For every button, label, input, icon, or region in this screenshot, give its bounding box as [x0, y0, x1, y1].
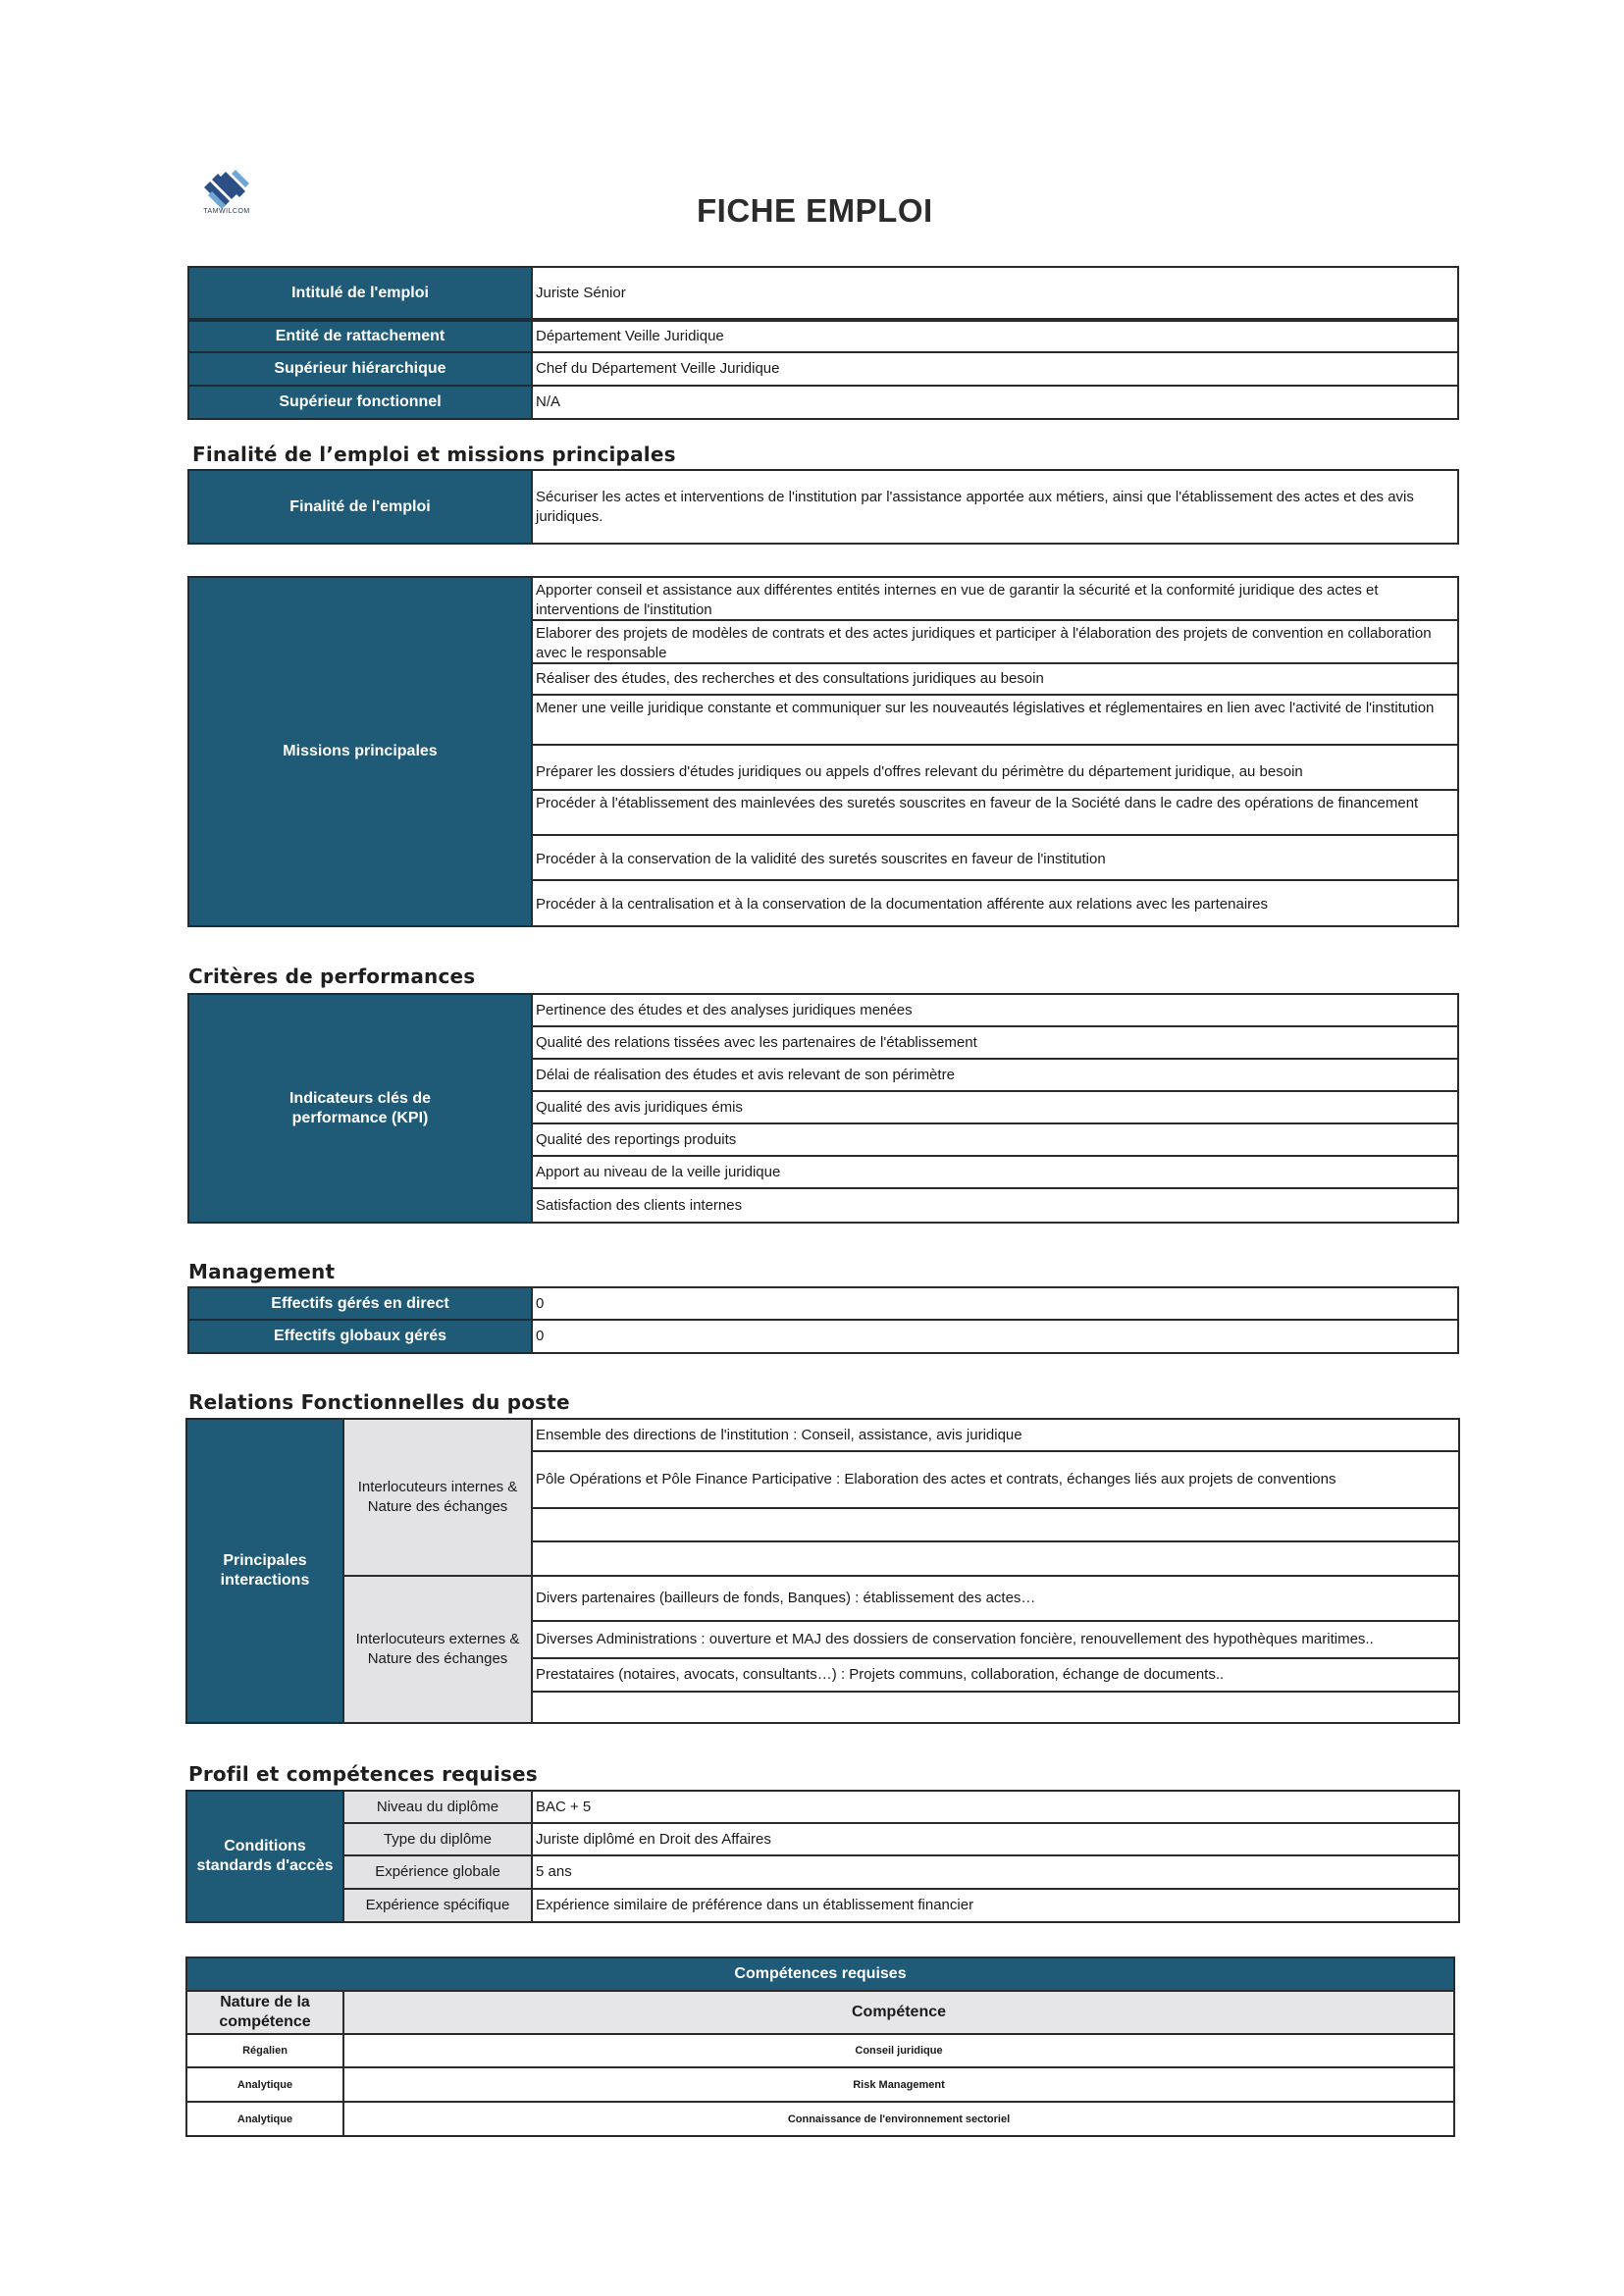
- section-title-finalite: Finalité de l’emploi et missions principales: [192, 443, 676, 466]
- label-experience-globale: Expérience globale: [342, 1854, 533, 1890]
- competences-title: Compétences requises: [185, 1957, 1455, 1992]
- value-type-diplome: Juriste diplômé en Droit des Affaires: [531, 1822, 1460, 1856]
- kpi-item: Délai de réalisation des études et avis relevant de son périmètre: [531, 1058, 1459, 1092]
- mission-item: Procéder à la centralisation et à la conservation de la documentation afférente aux relations avec les partenaires: [531, 879, 1459, 927]
- value-niveau-diplome: BAC + 5: [531, 1790, 1460, 1824]
- value-intitule: Juriste Sénior: [531, 266, 1459, 320]
- external-item: Divers partenaires (bailleurs de fonds, Banques) : établissement des actes…: [531, 1575, 1460, 1622]
- competence-nature: Régalien: [185, 2033, 344, 2068]
- mission-item: Réaliser des études, des recherches et des consultations juridiques au besoin: [531, 662, 1459, 696]
- kpi-item: Apport au niveau de la veille juridique: [531, 1155, 1459, 1189]
- label-experience-specifique: Expérience spécifique: [342, 1888, 533, 1923]
- competence-name: Connaissance de l'environnement sectoriel: [342, 2101, 1455, 2137]
- section-title-management: Management: [188, 1260, 336, 1283]
- section-title-relations: Relations Fonctionnelles du poste: [188, 1390, 570, 1414]
- internal-item: Pôle Opérations et Pôle Finance Participative : Elaboration des actes et contrats, échanges liés aux projets de conventions: [531, 1450, 1460, 1509]
- value-superieur-fonctionnel: N/A: [531, 385, 1459, 420]
- value-effectifs-direct: 0: [531, 1286, 1459, 1321]
- label-conditions-acces: Conditions standards d'accès: [185, 1790, 344, 1923]
- kpi-item: Qualité des avis juridiques émis: [531, 1090, 1459, 1124]
- label-type-diplome: Type du diplôme: [342, 1822, 533, 1856]
- competence-nature: Analytique: [185, 2101, 344, 2137]
- label-effectifs-direct: Effectifs gérés en direct: [187, 1286, 533, 1321]
- logo-text: TAMWILCOM: [203, 208, 250, 215]
- label-interlocuteurs-internes: Interlocuteurs internes & Nature des échanges: [342, 1418, 533, 1577]
- mission-item: Procéder à la conservation de la validité des suretés souscrites en faveur de l'institution: [531, 834, 1459, 881]
- label-principales-interactions: Principales interactions: [185, 1418, 344, 1724]
- value-experience-globale: 5 ans: [531, 1854, 1460, 1890]
- value-effectifs-globaux: 0: [531, 1319, 1459, 1354]
- label-entite: Entité de rattachement: [187, 320, 533, 353]
- mission-item: Préparer les dossiers d'études juridiques ou appels d'offres relevant du périmètre du département juridique, au besoin: [531, 744, 1459, 791]
- col-nature: Nature de la compétence: [185, 1990, 344, 2035]
- label-intitule: Intitulé de l'emploi: [187, 266, 533, 320]
- col-competence: Compétence: [342, 1990, 1455, 2035]
- value-entite: Département Veille Juridique: [531, 320, 1459, 353]
- page-title: FICHE EMPLOI: [697, 192, 933, 229]
- label-niveau-diplome: Niveau du diplôme: [342, 1790, 533, 1824]
- label-finalite: Finalité de l'emploi: [187, 469, 533, 545]
- value-finalite: Sécuriser les actes et interventions de l'institution par l'assistance apportée aux métiers, ainsi que l'établissement des actes et des avis juridiques.: [531, 469, 1459, 545]
- mission-item: Mener une veille juridique constante et communiquer sur les nouveautés législatives et réglementaires en lien avec l'activité de l'institution: [531, 694, 1459, 746]
- competence-name: Conseil juridique: [342, 2033, 1455, 2068]
- external-item: Diverses Administrations : ouverture et MAJ des dossiers de conservation foncière, renouvellement des hypothèques maritimes..: [531, 1620, 1460, 1659]
- label-missions: Missions principales: [187, 576, 533, 927]
- kpi-item: Qualité des relations tissées avec les partenaires de l'établissement: [531, 1025, 1459, 1060]
- competence-name: Risk Management: [342, 2066, 1455, 2103]
- label-effectifs-globaux: Effectifs globaux gérés: [187, 1319, 533, 1354]
- kpi-item: Qualité des reportings produits: [531, 1122, 1459, 1157]
- mission-item: Apporter conseil et assistance aux différentes entités internes en vue de garantir la sécurité et la conformité juridique des actes et interventions de l'institution: [531, 576, 1459, 621]
- label-superieur-fonctionnel: Supérieur fonctionnel: [187, 385, 533, 420]
- internal-item: [531, 1540, 1460, 1577]
- label-kpi: Indicateurs clés de performance (KPI): [187, 993, 533, 1224]
- internal-item: [531, 1507, 1460, 1542]
- value-superieur-hierarchique: Chef du Département Veille Juridique: [531, 351, 1459, 387]
- internal-item: Ensemble des directions de l'institution : Conseil, assistance, avis juridique: [531, 1418, 1460, 1452]
- kpi-item: Satisfaction des clients internes: [531, 1187, 1459, 1224]
- kpi-item: Pertinence des études et des analyses juridiques menées: [531, 993, 1459, 1027]
- external-item: Prestataires (notaires, avocats, consultants…) : Projets communs, collaboration, échange de documents..: [531, 1657, 1460, 1693]
- logo-icon: [192, 155, 271, 235]
- competence-nature: Analytique: [185, 2066, 344, 2103]
- mission-item: Procéder à l'établissement des mainlevées des suretés souscrites en faveur de la Société dans le cadre des opérations de financement: [531, 789, 1459, 836]
- external-item: [531, 1691, 1460, 1724]
- mission-item: Elaborer des projets de modèles de contrats et des actes juridiques et participer à l'élaboration des projets de convention en collaboration avec le responsable: [531, 619, 1459, 664]
- label-interlocuteurs-externes: Interlocuteurs externes & Nature des échanges: [342, 1575, 533, 1724]
- value-experience-specifique: Expérience similaire de préférence dans un établissement financier: [531, 1888, 1460, 1923]
- label-superieur-hierarchique: Supérieur hiérarchique: [187, 351, 533, 387]
- section-title-performance: Critères de performances: [188, 965, 476, 988]
- section-title-profil: Profil et compétences requises: [188, 1762, 538, 1786]
